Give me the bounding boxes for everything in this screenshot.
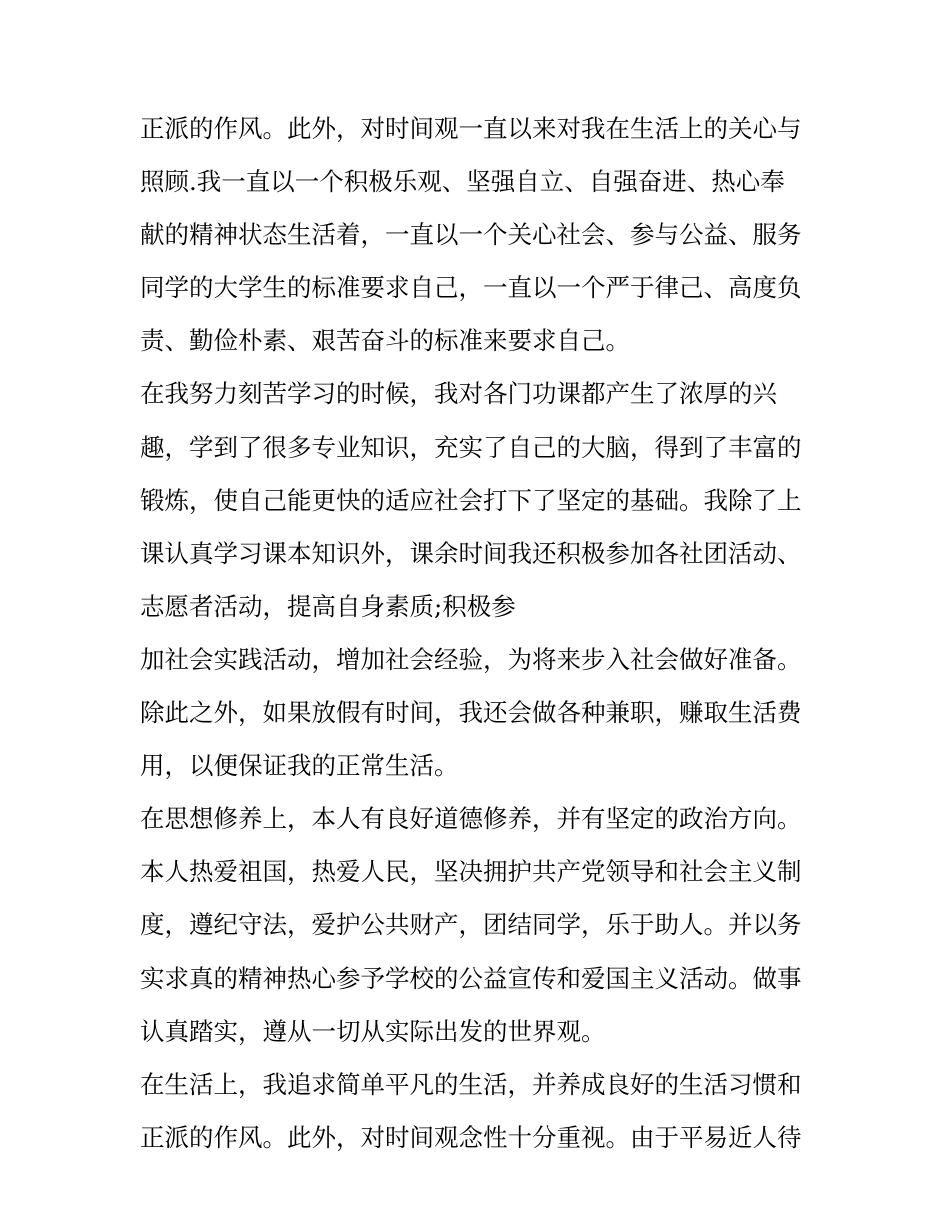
text-line: 献的精神状态生活着，一直以一个关心社会、参与公益、服务: [140, 220, 802, 250]
text-line: 锻炼，使自己能更快的适应社会打下了坚定的基础。我除了上: [140, 485, 802, 515]
text-line: 认真踏实，遵从一切从实际出发的世界观。: [140, 1016, 606, 1046]
text-line: 在生活上，我追求简单平凡的生活，并养成良好的生活习惯和: [140, 1069, 802, 1099]
text-line: 同学的大学生的标准要求自己，一直以一个严于律己、高度负: [140, 273, 802, 303]
text-line: 照顾.我一直以一个积极乐观、坚强自立、自强奋进、热心奉: [140, 167, 785, 197]
text-line: 趣，学到了很多专业知识，充实了自己的大脑，得到了丰富的: [140, 432, 802, 462]
text-line: 实求真的精神热心参予学校的公益宣传和爱国主义活动。做事: [140, 963, 802, 993]
text-line: 课认真学习课本知识外，课余时间我还积极参加各社团活动、: [140, 538, 802, 568]
text-line: 在思想修养上，本人有良好道德修养，并有坚定的政治方向。: [140, 804, 802, 834]
text-line: 用，以便保证我的正常生活。: [140, 751, 459, 781]
text-line: 加社会实践活动，增加社会经验，为将来步入社会做好准备。: [140, 644, 802, 674]
text-line: 责、勤俭朴素、艰苦奋斗的标准来要求自己。: [140, 326, 630, 356]
text-line: 在我努力刻苦学习的时候，我对各门功课都产生了浓厚的兴: [140, 379, 777, 409]
text-line: 除此之外，如果放假有时间，我还会做各种兼职，赚取生活费: [140, 698, 802, 728]
text-line: 正派的作风。此外，对时间观念性十分重视。由于平易近人待: [140, 1122, 802, 1152]
text-line: 志愿者活动，提高自身素质;积极参: [140, 591, 516, 621]
text-line: 度，遵纪守法，爱护公共财产，团结同学，乐于助人。并以务: [140, 910, 802, 940]
document-body: [140, 102, 830, 1164]
text-line: 本人热爱祖国，热爱人民，坚决拥护共产党领导和社会主义制: [140, 857, 802, 887]
text-line: 正派的作风。此外，对时间观一直以来对我在生活上的关心与: [140, 114, 802, 143]
